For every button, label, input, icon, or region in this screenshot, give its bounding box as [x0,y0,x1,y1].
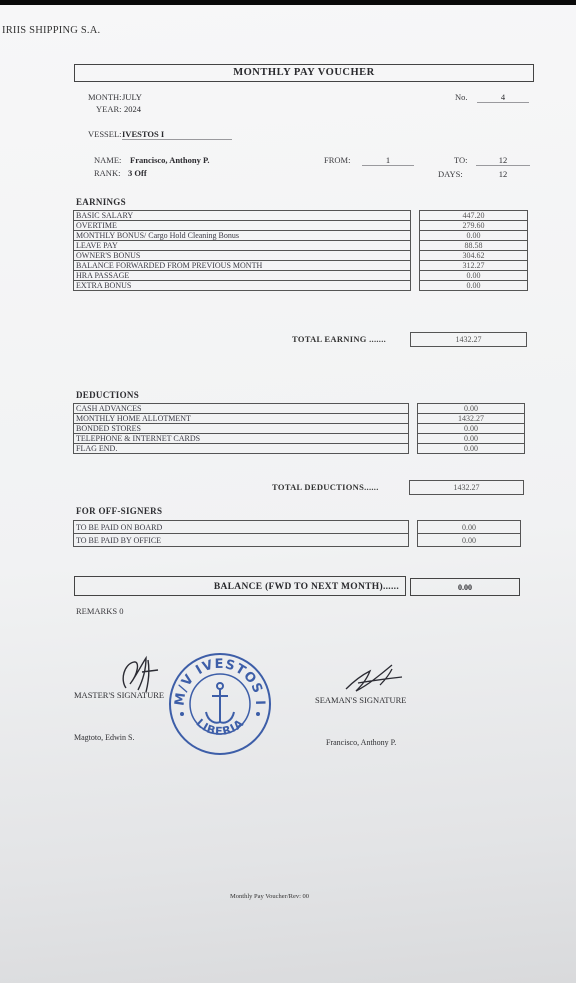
table-row [74,251,528,261]
off-signer-label: TO BE PAID BY OFFICE [74,534,409,547]
deduction-label: BONDED STORES [74,424,409,434]
earning-label: HRA PASSAGE [74,271,411,281]
earning-amount: 0.00 [420,231,528,241]
off-signer-amount: 0.00 [418,534,521,547]
earnings-table [73,210,528,291]
earning-label: BALANCE FORWARDED FROM PREVIOUS MONTH [74,261,411,271]
table-row [74,444,525,454]
deduction-amount: 1432.27 [418,414,525,424]
year-label: YEAR: [96,104,122,114]
deduction-label: TELEPHONE & INTERNET CARDS [74,434,409,444]
seaman-name: Francisco, Anthony P. [326,738,397,747]
remarks: REMARKS 0 [76,606,124,616]
table-row [74,231,528,241]
table-row [74,271,528,281]
earning-label: BASIC SALARY [74,211,411,221]
table-row [74,424,525,434]
to-value: 12 [476,155,530,166]
deduction-amount: 0.00 [418,404,525,414]
earning-amount: 312.27 [420,261,528,271]
table-row [74,261,528,271]
vessel-value: IVESTOS I [122,129,232,140]
earning-amount: 88.58 [420,241,528,251]
from-label: FROM: [324,155,351,165]
to-label: TO: [454,155,468,165]
master-signature-label: MASTER'S SIGNATURE [74,690,165,700]
stamp-top-text: M/V IVESTOS I [172,656,268,707]
earnings-heading: EARNINGS [76,197,126,207]
year-value: 2024 [124,104,141,114]
deductions-heading: DEDUCTIONS [76,390,140,400]
total-earning-label: TOTAL EARNING ....... [292,334,387,344]
earning-label: MONTHLY BONUS/ Cargo Hold Cleaning Bonus [74,231,411,241]
table-row [74,211,528,221]
earning-amount: 0.00 [420,271,528,281]
name-value: Francisco, Anthony P. [130,155,210,165]
days-value: 12 [498,169,508,179]
vessel-stamp [168,652,272,756]
seaman-signature-label: SEAMAN'S SIGNATURE [315,695,407,705]
off-signers-heading: FOR OFF-SIGNERS [76,506,163,516]
balance-label: BALANCE (FWD TO NEXT MONTH)...... [74,576,406,596]
name-label: NAME: [94,155,122,165]
earning-amount: 447.20 [420,211,528,221]
off-signer-label: TO BE PAID ON BOARD [74,521,409,534]
table-row [74,534,521,547]
deduction-label: CASH ADVANCES [74,404,409,414]
earning-amount: 0.00 [420,281,528,291]
total-deductions-label: TOTAL DEDUCTIONS...... [272,482,379,492]
master-name: Magtoto, Edwin S. [74,733,135,742]
table-row [74,521,521,534]
table-row [74,434,525,444]
rank-label: RANK: [94,168,121,178]
off-signer-amount: 0.00 [418,521,521,534]
total-earning-value: 1432.27 [410,332,527,347]
earning-label: LEAVE PAY [74,241,411,251]
table-row [74,414,525,424]
voucher-title: MONTHLY PAY VOUCHER [74,64,534,82]
month-value: JULY [122,92,142,102]
stamp-bottom-text: LIBERIA [193,716,247,738]
vessel-label: VESSEL: [88,129,122,139]
deductions-table [73,403,525,454]
deduction-amount: 0.00 [418,424,525,434]
table-row [74,221,528,231]
number-label: No. [455,92,468,102]
table-row [74,241,528,251]
rank-value: 3 Off [128,168,147,178]
balance-value: 0.00 [410,578,520,596]
earning-label: OVERTIME [74,221,411,231]
seaman-signature-mark [340,655,410,699]
off-signers-table [73,520,521,547]
earning-amount: 279.60 [420,221,528,231]
deduction-label: MONTHLY HOME ALLOTMENT [74,414,409,424]
number-value: 4 [477,92,529,103]
earning-label: EXTRA BONUS [74,281,411,291]
table-row [74,404,525,414]
earning-label: OWNER'S BONUS [74,251,411,261]
earning-amount: 304.62 [420,251,528,261]
month-label: MONTH: [88,92,122,102]
deduction-amount: 0.00 [418,434,525,444]
days-label: DAYS: [438,169,463,179]
from-value: 1 [362,155,414,166]
deduction-label: FLAG END. [74,444,409,454]
anchor-icon [206,683,234,723]
footer-revision: Monthly Pay Voucher/Rev: 00 [230,893,310,900]
table-row [74,281,528,291]
deduction-amount: 0.00 [418,444,525,454]
company-name: IRIIS SHIPPING S.A. [2,25,101,36]
total-deductions-value: 1432.27 [409,480,524,495]
